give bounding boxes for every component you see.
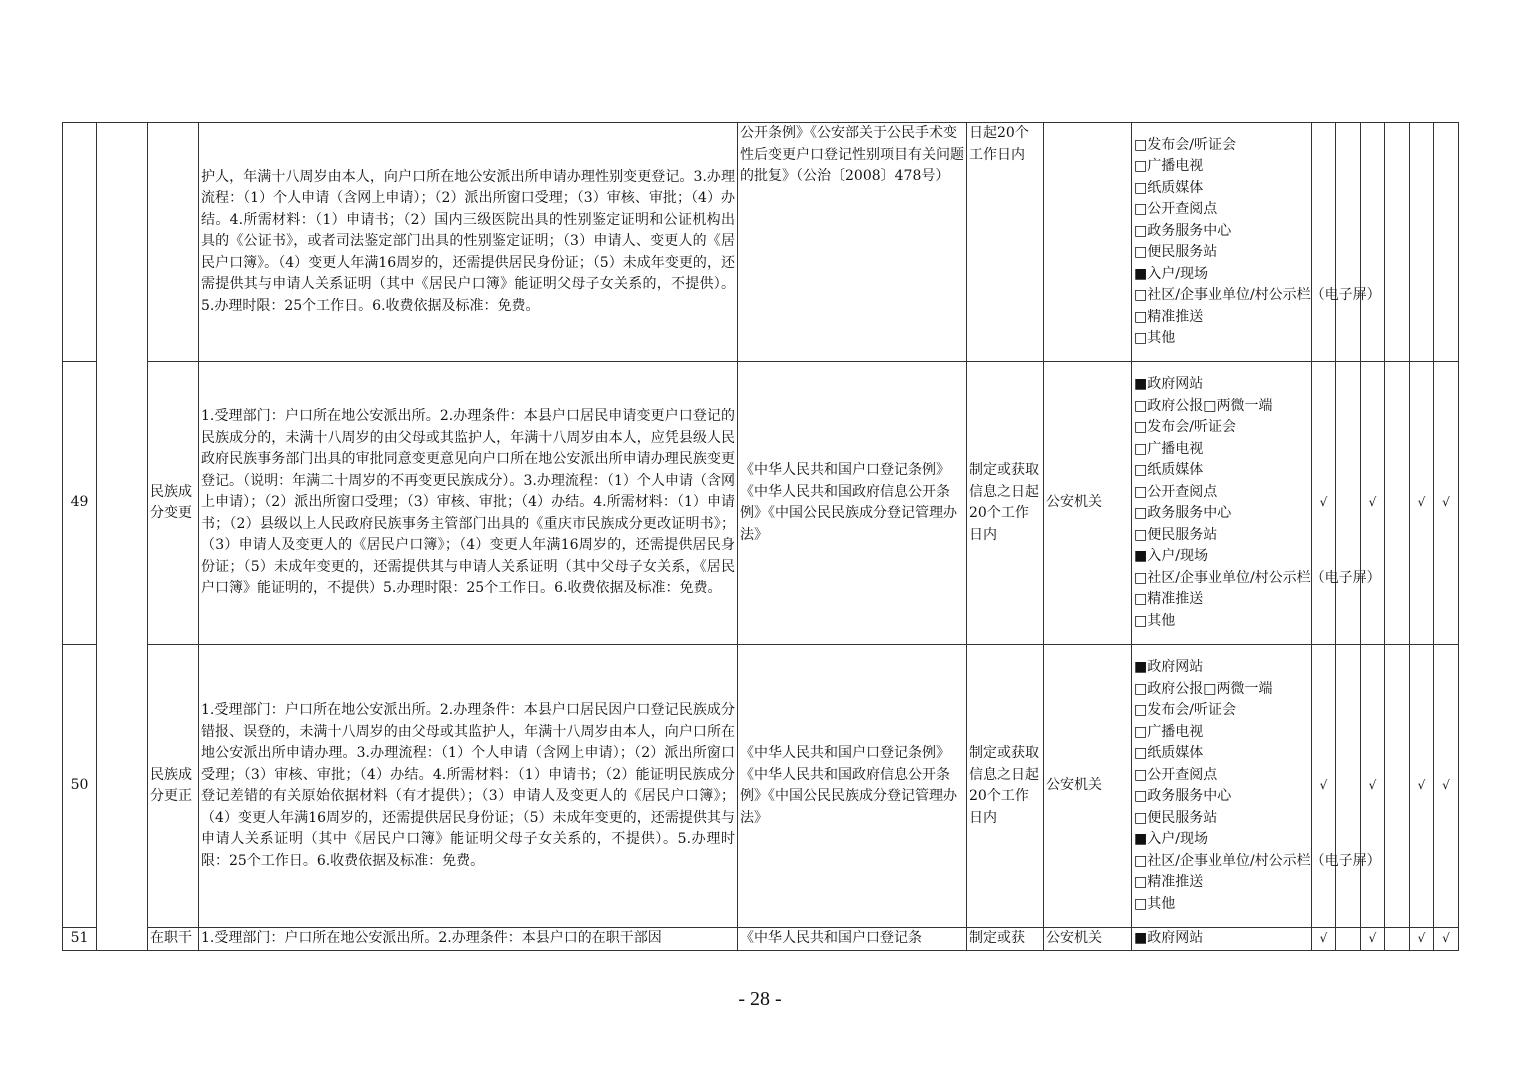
check-mark: √ bbox=[1410, 645, 1434, 928]
responsible-subject bbox=[1044, 123, 1132, 362]
item-number: 49 bbox=[63, 362, 97, 645]
item-name bbox=[148, 123, 199, 362]
item-number: 50 bbox=[63, 645, 97, 928]
responsible-subject: 公安机关 bbox=[1044, 362, 1132, 645]
channel-option: □政府公报□两微一端 bbox=[1134, 397, 1273, 414]
table-row bbox=[63, 362, 1459, 645]
disclosure-channels bbox=[1132, 928, 1312, 951]
check-mark bbox=[1336, 928, 1361, 951]
check-mark: √ bbox=[1312, 645, 1336, 928]
channel-option: □政务服务中心 bbox=[1134, 788, 1232, 804]
time-limit: 制定或获 bbox=[967, 928, 1044, 951]
channel-option: ■入户/现场 bbox=[1134, 548, 1208, 564]
item-description: 护人，年满十八周岁由本人，向户口所在地公安派出所申请办理性别变更登记。3.办理流程：（1）个人申请（含网上申请）；（2）派出所窗口受理；（3）审核、审批；（4）办结。4.所需材料：（1）申请书；（2）国内三级医院出具的性别鉴定证明和公证机构出具的《公证书》，或者司法鉴定部门出具的性别鉴定证明；（3）申请人、变更人的《居民户口簿》。（4）变更人年满16周岁的，还需提供居民身份证；（5）未成年变更的，还需提供其与申请人关系证明（其中《居民户口簿》能证明父母子女关系的，不提供）。5.办理时限：25个工作日。6.收费依据及标准：免费。 bbox=[199, 123, 738, 362]
check-mark bbox=[1336, 123, 1361, 362]
item-description: 1.受理部门：户口所在地公安派出所。2.办理条件：本县户口居民申请变更户口登记的民族成分的，未满十八周岁的由父母或其监护人，年满十八周岁由本人，应凭县级人民政府民族事务部门出具的审批同意变更意见向户口所在地公安派出所申请办理民族变更登记。（说明：年满二十周岁的不再变更民族成分）。3.办理流程：（1）个人申请（含网上申请）；（2）派出所窗口受理；（3）审核、审批；（4）办结。4.所需材料：（1）申请书；（2）县级以上人民政府民族事务主管部门出具的《重庆市民族成分更改证明书》；（3）申请人及变更人的《居民户口簿》；（4）变更人年满16周岁的，还需提供居民身份证；（5）未成年变更的，还需提供其与申请人关系证明（其中父母子女关系，《居民户口簿》能证明的，不提供）5.办理时限：25个工作日。6.收费依据及标准：免费。 bbox=[199, 362, 738, 645]
channel-option: ■入户/现场 bbox=[1134, 265, 1208, 282]
check-mark bbox=[1336, 645, 1361, 928]
channel-option: □公开查阅点 bbox=[1134, 201, 1218, 217]
check-mark: √ bbox=[1434, 362, 1459, 645]
channel-option: □其他 bbox=[1134, 612, 1176, 629]
channel-option: □广播电视 bbox=[1134, 440, 1204, 457]
time-limit: 日起20个工作日内 bbox=[967, 123, 1044, 362]
check-mark bbox=[1312, 123, 1336, 362]
check-mark bbox=[1385, 123, 1410, 362]
channel-option: □精准推送 bbox=[1134, 308, 1204, 325]
item-number bbox=[63, 123, 97, 362]
legal-basis: 《中华人民共和国户口登记条例》《中华人民共和国政府信息公开条例》《中国公民民族成分登记管理办法》 bbox=[738, 362, 967, 645]
responsible-subject: 公安机关 bbox=[1044, 645, 1132, 928]
channel-option: □精准推送 bbox=[1134, 874, 1204, 890]
item-number: 51 bbox=[63, 928, 97, 951]
check-mark bbox=[1361, 123, 1385, 362]
table-row bbox=[63, 645, 1459, 928]
channel-option: □社区/企事业单位/村公示栏（电子屏） bbox=[1134, 852, 1381, 869]
item-name: 民族成分更正 bbox=[148, 645, 199, 928]
check-mark: √ bbox=[1434, 928, 1459, 951]
item-description: 1.受理部门：户口所在地公安派出所。2.办理条件：本县户口居民因户口登记民族成分错报、误登的，未满十八周岁的由父母或其监护人，年满十八周岁由本人，向户口所在地公安派出所申请办理。3.办理流程：（1）个人申请（含网上申请）；（2）派出所窗口受理；（3）审核、审批；（4）办结。4.所需材料：（1）申请书；（2）能证明民族成分登记差错的有关原始依据材料（有才提供）；（3）申请人及变更人的《居民户口簿》；（4）变更人年满16周岁的，还需提供居民身份证；（5）未成年变更的，还需提供其与申请人关系证明（其中《居民户口簿》能证明父母子女关系的，不提供）。5.办理时限：25个工作日。6.收费依据及标准：免费。 bbox=[199, 645, 738, 928]
channel-option: ■政府网站 bbox=[1134, 930, 1204, 946]
channel-option: □其他 bbox=[1134, 330, 1176, 346]
disclosure-table bbox=[62, 122, 1459, 951]
legal-basis: 《中华人民共和国户口登记条例》《中华人民共和国政府信息公开条例》《中国公民民族成分登记管理办法》 bbox=[738, 645, 967, 928]
item-name: 在职干 bbox=[148, 928, 199, 951]
channel-option: □公开查阅点 bbox=[1134, 483, 1218, 500]
check-mark: √ bbox=[1361, 645, 1385, 928]
channel-option: □精准推送 bbox=[1134, 591, 1204, 607]
time-limit: 制定或获取信息之日起20个工作日内 bbox=[967, 645, 1044, 928]
disclosure-channels bbox=[1132, 123, 1381, 362]
check-mark bbox=[1385, 362, 1410, 645]
legal-basis: 《中华人民共和国户口登记条 bbox=[738, 928, 967, 951]
check-mark: √ bbox=[1312, 362, 1336, 645]
channel-option: □社区/企事业单位/村公示栏（电子屏） bbox=[1134, 287, 1381, 303]
check-mark: √ bbox=[1361, 362, 1385, 645]
disclosure-channels bbox=[1132, 645, 1381, 928]
category-cell bbox=[97, 123, 148, 951]
time-limit: 制定或获取信息之日起20个工作日内 bbox=[967, 362, 1044, 645]
disclosure-channels bbox=[1132, 362, 1381, 645]
check-mark: √ bbox=[1410, 928, 1434, 951]
channel-option: ■入户/现场 bbox=[1134, 831, 1208, 847]
check-mark: √ bbox=[1410, 362, 1434, 645]
channel-option: □广播电视 bbox=[1134, 158, 1204, 174]
channel-option: □广播电视 bbox=[1134, 723, 1204, 740]
legal-basis: 公开条例》《公安部关于公民手术变性后变更户口登记性别项目有关问题的批复》（公治〔2008〕478号） bbox=[738, 123, 967, 362]
responsible-subject: 公安机关 bbox=[1044, 928, 1132, 951]
channel-option: □政务服务中心 bbox=[1134, 222, 1232, 239]
channel-option: □发布会/听证会 bbox=[1134, 136, 1236, 153]
item-name: 民族成分变更 bbox=[148, 362, 199, 645]
item-description: 1.受理部门：户口所在地公安派出所。2.办理条件：本县户口的在职干部因 bbox=[199, 928, 738, 951]
page-number: - 28 - bbox=[738, 988, 782, 1010]
channel-option: □政府公报□两微一端 bbox=[1134, 680, 1273, 697]
check-mark: √ bbox=[1312, 928, 1336, 951]
check-mark bbox=[1385, 928, 1410, 951]
channel-option: □纸质媒体 bbox=[1134, 179, 1204, 196]
channel-option: □发布会/听证会 bbox=[1134, 702, 1236, 718]
channel-option: □便民服务站 bbox=[1134, 244, 1218, 260]
check-mark bbox=[1336, 362, 1361, 645]
channel-option: □发布会/听证会 bbox=[1134, 419, 1236, 435]
channel-option: ■政府网站 bbox=[1134, 376, 1204, 392]
check-mark: √ bbox=[1434, 645, 1459, 928]
channel-option: □政务服务中心 bbox=[1134, 505, 1232, 521]
channel-option: □社区/企事业单位/村公示栏（电子屏） bbox=[1134, 569, 1381, 586]
check-mark bbox=[1434, 123, 1459, 362]
channel-option: □纸质媒体 bbox=[1134, 745, 1204, 761]
channel-option: ■政府网站 bbox=[1134, 659, 1204, 675]
check-mark bbox=[1385, 645, 1410, 928]
channel-option: □公开查阅点 bbox=[1134, 766, 1218, 783]
channel-option: □便民服务站 bbox=[1134, 526, 1218, 543]
channel-option: □其他 bbox=[1134, 895, 1176, 912]
channel-option: □便民服务站 bbox=[1134, 809, 1218, 826]
channel-option: □纸质媒体 bbox=[1134, 462, 1204, 478]
table-row bbox=[63, 928, 1459, 951]
check-mark bbox=[1410, 123, 1434, 362]
check-mark: √ bbox=[1361, 928, 1385, 951]
table-row bbox=[63, 123, 1459, 362]
